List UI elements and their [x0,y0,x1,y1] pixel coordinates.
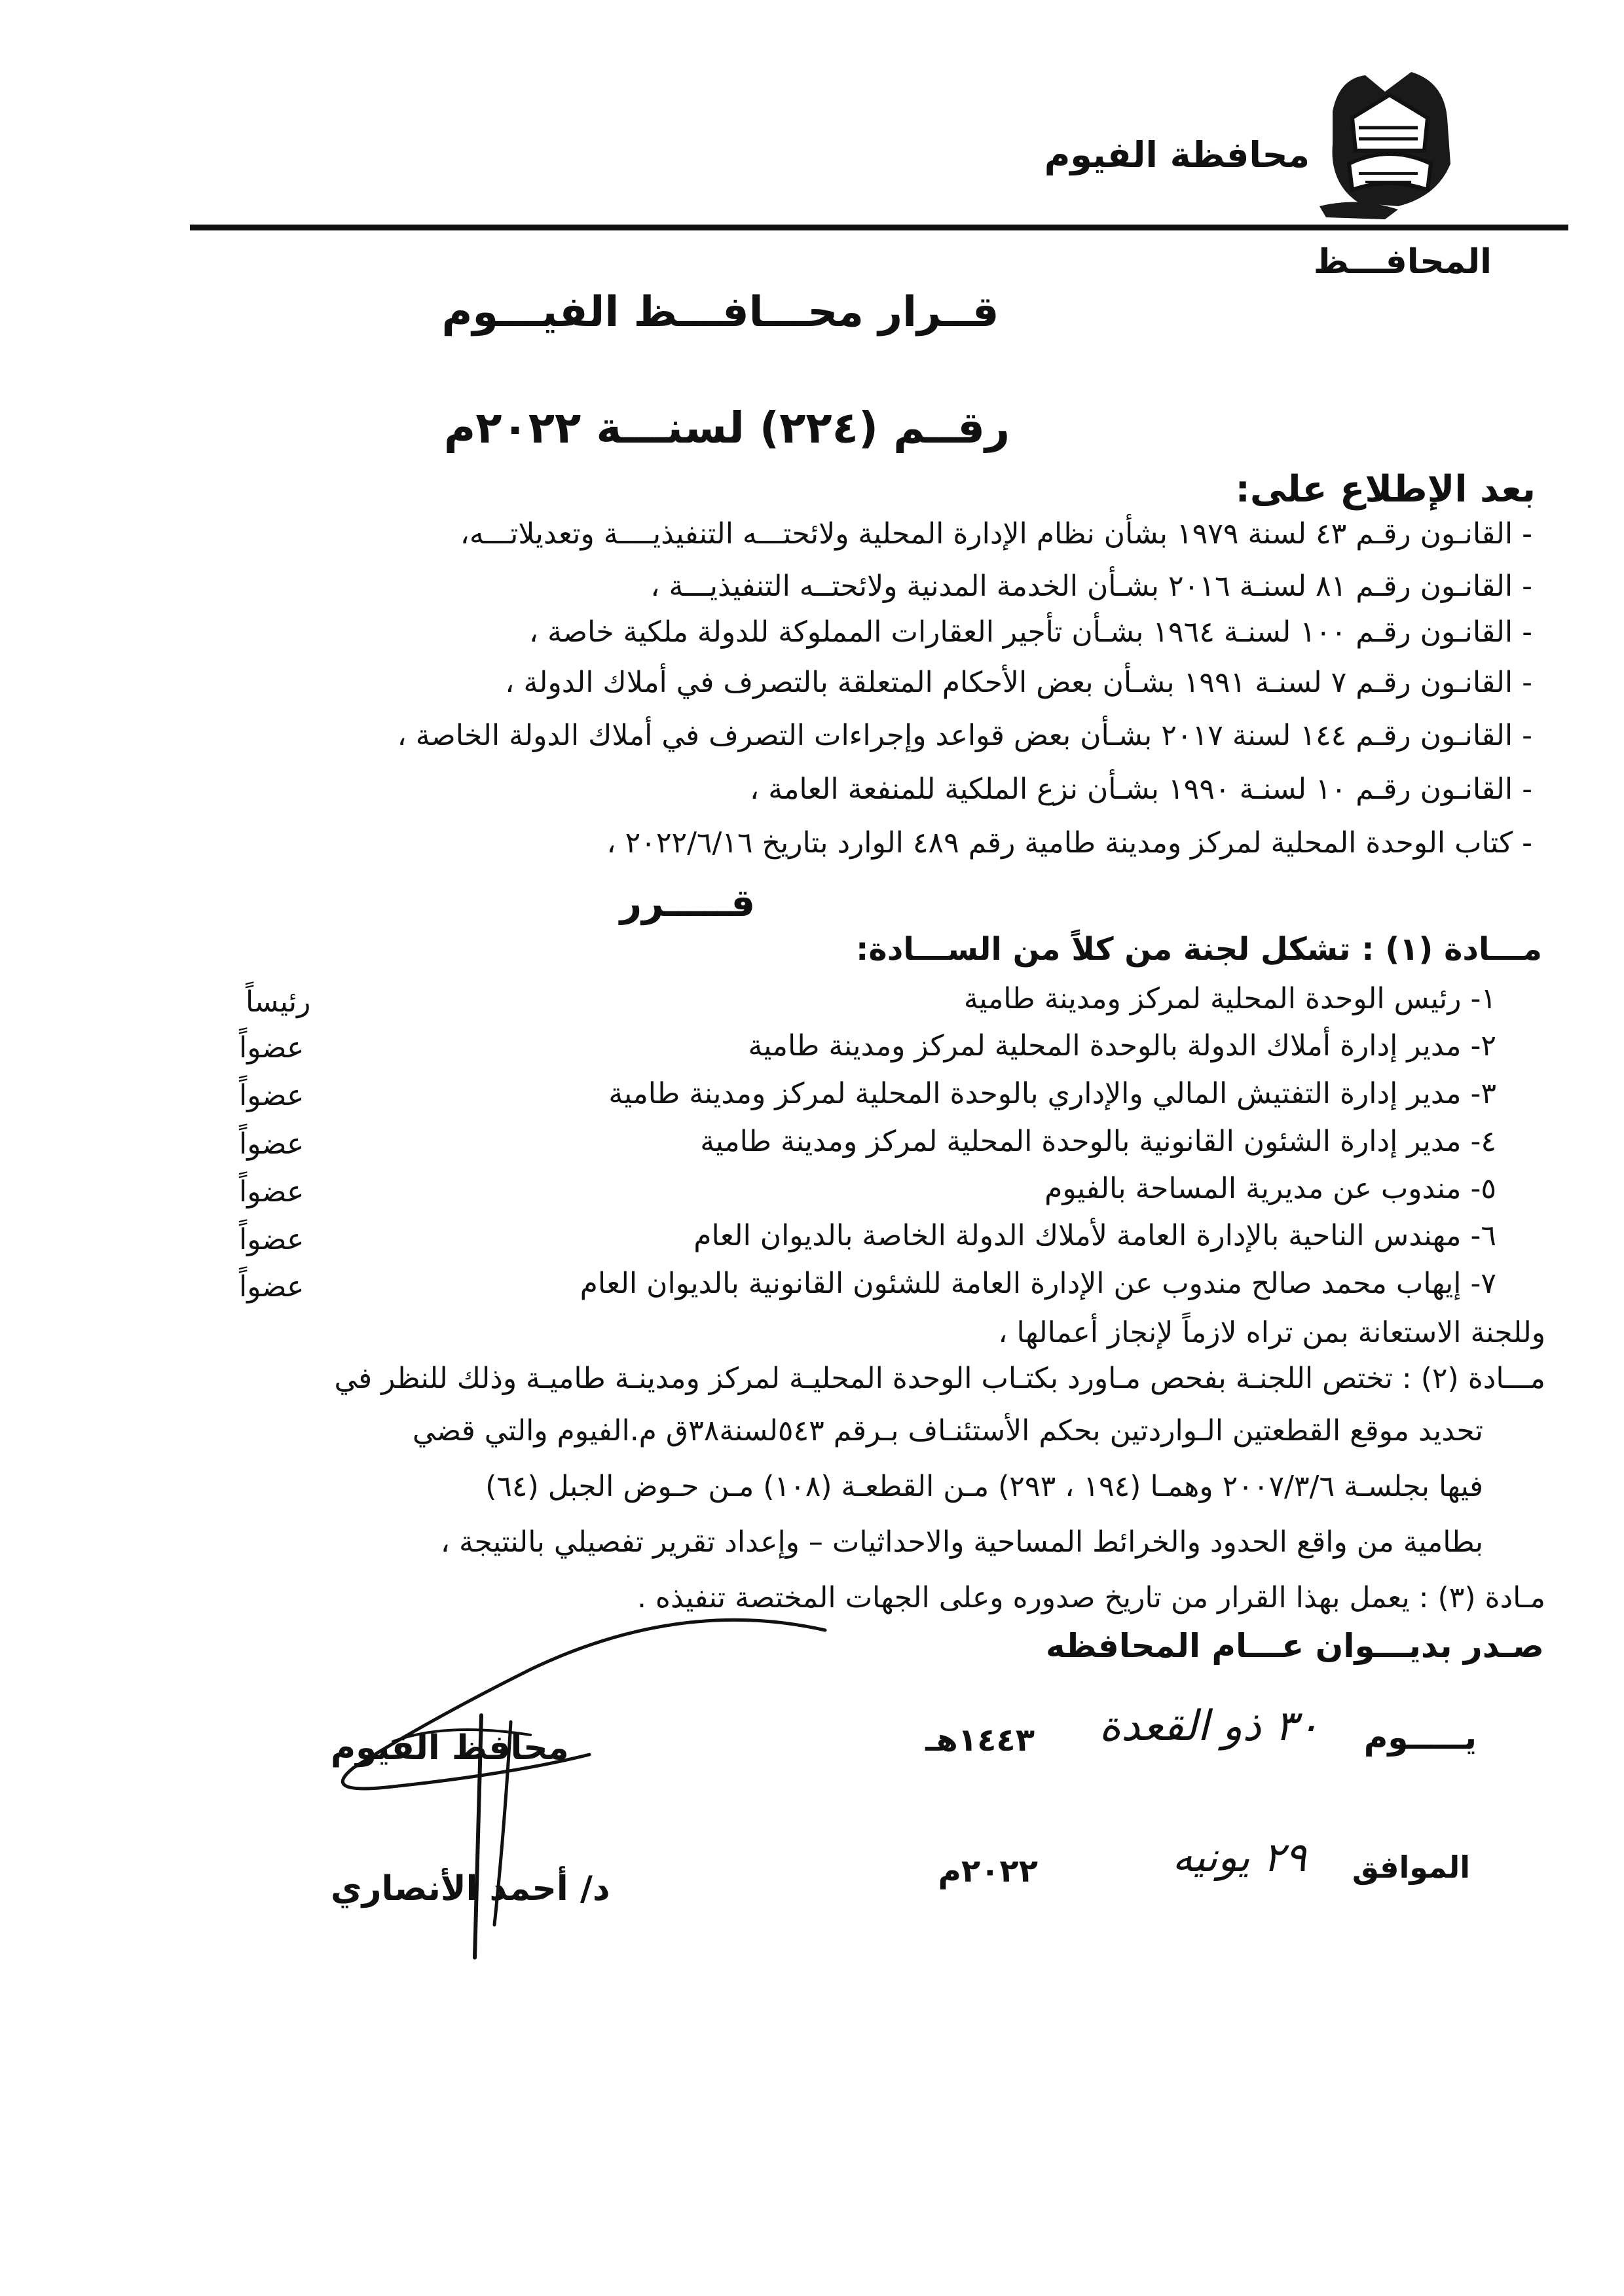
committee-assist-note: وللجنة الاستعانة بمن تراه لازماً لإنجاز أعمالها ، [998,1316,1545,1349]
decision-number: رقــم (٢٢٤) لسنـــة ٢٠٢٢م [443,403,1010,453]
decided-heading: قـــــرر [619,881,756,925]
article2-line: مـــادة (٢) : تختص اللجنـة بفحص مـاورد بكتـاب الوحدة المحليـة لمركز ومدينـة طاميـة وذلك للنظر في [334,1362,1545,1395]
governorate-emblem [1320,65,1460,219]
committee-member: ٣- مدير إدارة التفتيش المالي والإداري بالوحدة المحلية لمركز ومدينة طامية [608,1077,1496,1110]
committee-role: عضواً [239,1031,304,1065]
committee-member: ٧- إيهاب محمد صالح مندوب عن الإدارة العامة للشئون القانونية بالديوان العام [580,1267,1496,1300]
committee-role: عضواً [239,1270,304,1303]
article2-line: فيها بجلسـة ٢٠٠٧/٣/٦ وهمـا (١٩٤ ، ٢٩٣) مـن القطعـة (١٠٨) مـن حـوض الجبل (٦٤) [485,1470,1483,1503]
preamble-item: - القانـون رقـم ٧ لسنـة ١٩٩١ بشـأن بعض الأحكام المتعلقة بالتصرف في أملاك الدولة ، [505,666,1532,699]
committee-role: رئيساً [246,985,311,1019]
governorate-name: محافظة الفيوم [1044,134,1310,175]
article3-text: مـادة (٣) : يعمل بهذا القرار من تاريخ صدوره وعلى الجهات المختصة تنفيذه . [637,1581,1545,1614]
decision-title: قــرار محـــافـــظ الفيـــوم [441,288,999,337]
committee-member: ٢- مدير إدارة أملاك الدولة بالوحدة المحلية لمركز ومدينة طامية [748,1029,1496,1063]
preamble-item: - القانـون رقـم ١٤٤ لسنة ٢٠١٧ بشـأن بعض قواعد وإجراءات التصرف في أملاك الدولة الخاصة ، [397,719,1532,752]
handwritten-signature [314,1558,838,1964]
hijri-year: ١٤٤٣هـ [925,1722,1035,1758]
committee-member: ٤- مدير إدارة الشئون القانونية بالوحدة المحلية لمركز ومدينة طامية [700,1125,1496,1158]
committee-member: ٦- مهندس الناحية بالإدارة العامة لأملاك الدولة الخاصة بالديوان العام [693,1219,1496,1252]
gregorian-handwritten-date: ٢٩ يونيه [1172,1833,1306,1881]
preamble-item: - القانـون رقـم ١٠٠ لسنـة ١٩٦٤ بشـأن تأجير العقارات المملوكة للدولة ملكية خاصة ، [528,615,1532,649]
preamble-item: - القانـون رقـم ١٠ لسنـة ١٩٩٠ بشـأن نزع الملكية للمنفعة العامة ، [750,773,1532,806]
signatory-name: د/ أحمد الأنصاري [331,1869,610,1908]
committee-role: عضواً [239,1223,304,1256]
signatory-title: محافظ الفيوم [331,1728,569,1768]
governor-label: المحافـــظ [1313,242,1492,282]
preamble-item: - القانـون رقـم ٨١ لسنـة ٢٠١٦ بشـأن الخدمة المدنية ولائحتــه التنفيذيـــة ، [650,570,1532,603]
preamble-item: - كتاب الوحدة المحلية لمركز ومدينة طامية رقم ٤٨٩ الوارد بتاريخ ٢٠٢٢/٦/١٦ ، [606,826,1532,860]
preamble-item: - القانـون رقـم ٤٣ لسنة ١٩٧٩ بشأن نظام الإدارة المحلية ولائحتـــه التنفيذيــــة وتعديلاتـــه، [460,517,1532,551]
gregorian-label: الموافق [1352,1850,1470,1885]
gregorian-year: ٢٠٢٢م [938,1853,1038,1889]
committee-member: ١- رئيس الوحدة المحلية لمركز ومدينة طامية [963,982,1496,1015]
committee-member: ٥- مندوب عن مديرية المساحة بالفيوم [1044,1172,1496,1205]
committee-role: عضواً [239,1079,304,1112]
hijri-handwritten-date: ٣٠ ذو القعدة [1099,1702,1320,1751]
issued-statement: صـدر بديـــوان عـــام المحافظه [1045,1627,1544,1665]
day-label: يـــــوم [1363,1719,1477,1757]
committee-role: عضواً [239,1127,304,1161]
article1-heading: مـــادة (١) : تشكل لجنة من كلاً من الســـادة: [856,931,1542,968]
article2-line: بطامية من واقع الحدود والخرائط المساحية والاحداثيات – وإعداد تقرير تفصيلي بالنتيجة ، [440,1525,1483,1559]
committee-role: عضواً [239,1175,304,1209]
header-divider [190,225,1568,230]
article2-line: تحديد موقع القطعتين الـواردتين بحكم الأستئنـاف بـرقم ٥٤٣لسنة٣٨ق م.الفيوم والتي قضي [412,1414,1483,1448]
preamble-heading: بعد الإطلاع على: [1235,468,1536,511]
